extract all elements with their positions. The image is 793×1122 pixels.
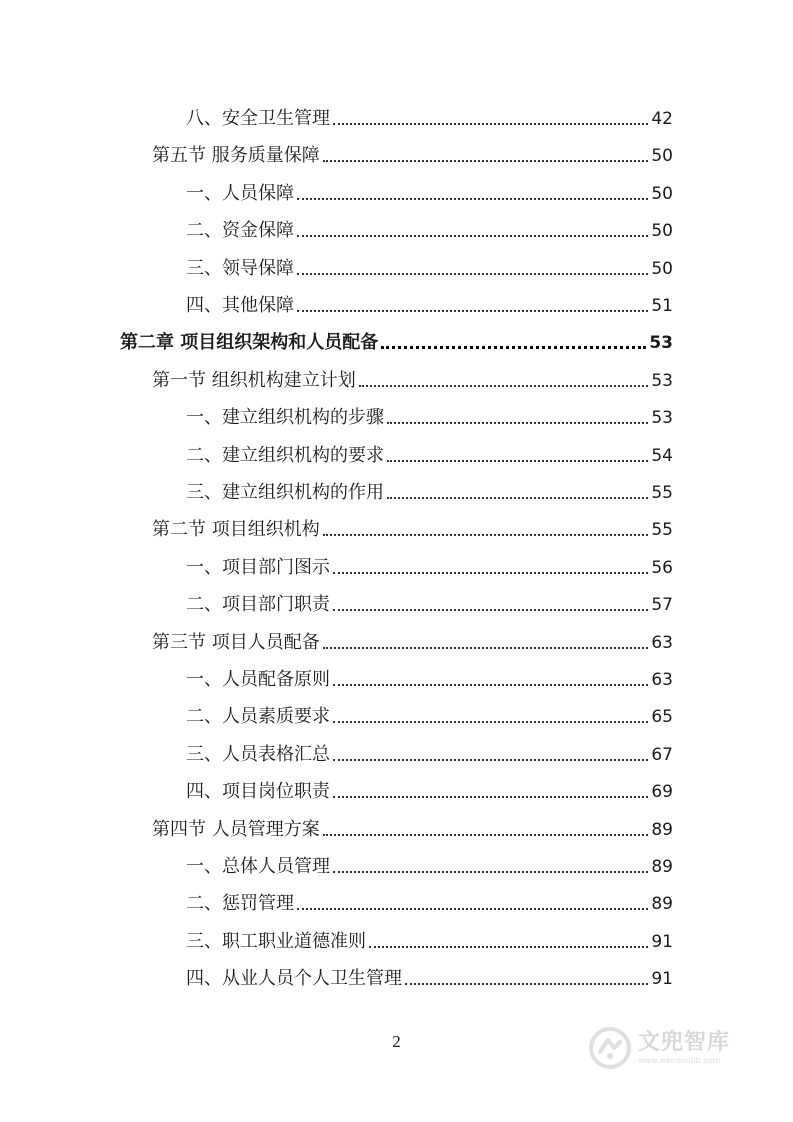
toc-leader-dots	[323, 647, 649, 649]
toc-entry-page: 89	[651, 894, 673, 915]
toc-entry-title: 第二章 项目组织架构和人员配备	[120, 332, 379, 354]
toc-entry-title: 二、人员素质要求	[186, 706, 330, 728]
toc-entry-page: 89	[651, 819, 673, 840]
watermark	[588, 1022, 778, 1074]
toc-entry[interactable]	[186, 399, 673, 429]
toc-entry-title: 三、职工职业道德准则	[186, 930, 366, 952]
toc-leader-dots	[297, 908, 648, 910]
toc-entry-title: 一、项目部门图示	[186, 556, 330, 578]
toc-entry[interactable]	[186, 885, 673, 915]
toc-entry-title: 二、项目部门职责	[186, 594, 330, 616]
toc-entry-title: 二、建立组织机构的要求	[186, 444, 384, 466]
toc-entry-title: 二、惩罚管理	[186, 893, 294, 915]
toc-leader-dots	[297, 273, 648, 275]
toc-entry-page: 53	[651, 370, 673, 391]
toc-entry-title: 第五节 服务质量保障	[152, 145, 320, 167]
toc-entry-page: 42	[651, 109, 673, 129]
toc-entry-page: 51	[651, 296, 673, 316]
toc-leader-dots	[297, 198, 648, 200]
toc-entry-page: 55	[651, 483, 673, 503]
toc-leader-dots	[333, 796, 648, 798]
toc-entry[interactable]	[186, 586, 673, 616]
toc-entry[interactable]	[186, 960, 673, 990]
toc-entry-page: 54	[651, 445, 673, 466]
toc-entry[interactable]	[186, 100, 673, 130]
watermark-url: www.wendoulib.com	[638, 1055, 721, 1065]
toc-entry[interactable]	[152, 511, 673, 541]
toc-entry[interactable]	[152, 137, 673, 167]
toc-entry-page: 67	[651, 744, 673, 765]
toc-entry[interactable]	[186, 250, 673, 280]
watermark-title: 文兜智库	[638, 1029, 731, 1055]
toc-leader-dots	[387, 422, 648, 424]
toc-entry-title: 一、建立组织机构的步骤	[186, 407, 384, 429]
page-number: 2	[392, 1032, 401, 1051]
toc-leader-dots	[333, 572, 648, 574]
toc-leader-dots	[323, 534, 649, 536]
toc-entry[interactable]	[120, 324, 673, 354]
toc-entry-page: 53	[651, 408, 673, 429]
toc-entry-title: 第二节 项目组织机构	[152, 519, 320, 541]
toc-entry-title: 第三节 项目人员配备	[152, 631, 320, 653]
toc-entry-title: 八、安全卫生管理	[186, 108, 330, 129]
toc-entry-title: 四、从业人员个人卫生管理	[186, 968, 402, 990]
toc-entry-title: 一、总体人员管理	[186, 856, 330, 877]
toc-leader-dots	[387, 497, 648, 499]
toc-leader-dots	[297, 235, 648, 237]
toc-entry[interactable]	[186, 175, 673, 205]
toc-entry-page: 91	[651, 931, 673, 952]
toc-leader-dots	[333, 123, 648, 125]
toc-leader-dots	[405, 983, 648, 985]
toc-leader-dots	[359, 385, 649, 387]
toc-leader-dots	[387, 460, 648, 462]
toc-entry-title: 三、领导保障	[186, 257, 294, 279]
toc-leader-dots	[333, 721, 648, 723]
toc-entry[interactable]	[186, 287, 673, 317]
toc-entry-page: 56	[651, 557, 673, 578]
toc-entry[interactable]	[186, 474, 673, 504]
toc-entry-title: 三、人员表格汇总	[186, 743, 330, 765]
toc-entry-title: 一、人员保障	[186, 182, 294, 204]
toc-entry-page: 53	[649, 333, 673, 354]
toc-entry[interactable]	[186, 736, 673, 766]
toc-entry-title: 第四节 人员管理方案	[152, 818, 320, 840]
toc-entry-title: 第一节 组织机构建立计划	[152, 369, 356, 391]
toc-entry-title: 三、建立组织机构的作用	[186, 482, 384, 503]
toc-entry-page: 50	[651, 258, 673, 279]
toc-leader-dots	[333, 609, 648, 611]
toc-entry-page: 91	[651, 969, 673, 990]
toc-entry-title: 一、人员配备原则	[186, 669, 330, 690]
toc-entry[interactable]	[186, 848, 673, 878]
toc-entry[interactable]	[152, 362, 673, 392]
toc-entry-page: 89	[651, 857, 673, 877]
toc-leader-dots	[333, 871, 648, 873]
toc-entry[interactable]	[152, 624, 673, 654]
toc-entry-page: 63	[651, 632, 673, 653]
toc-leader-dots	[323, 834, 649, 836]
toc-entry-page: 50	[651, 221, 673, 242]
toc-leader-dots	[381, 346, 646, 349]
toc-entry-page: 55	[651, 520, 673, 541]
toc-entry-title: 四、其他保障	[186, 295, 294, 316]
wendou-logo-icon	[588, 1026, 632, 1070]
toc-leader-dots	[297, 310, 648, 312]
toc-entry-page: 65	[651, 707, 673, 728]
toc-entry-title: 二、资金保障	[186, 220, 294, 242]
toc-leader-dots	[323, 160, 649, 162]
toc-entry-page: 69	[651, 782, 673, 803]
toc-entry-page: 50	[651, 183, 673, 204]
toc-entry[interactable]	[186, 773, 673, 803]
toc-entry[interactable]	[186, 698, 673, 728]
toc-entry-page: 63	[651, 670, 673, 690]
toc-entry-page: 57	[651, 595, 673, 616]
toc-entry[interactable]	[186, 923, 673, 953]
toc-entry[interactable]	[186, 549, 673, 579]
toc-entry-page: 50	[651, 146, 673, 167]
toc-entry[interactable]	[152, 811, 673, 841]
toc-entry[interactable]	[186, 212, 673, 242]
toc-leader-dots	[369, 946, 648, 948]
toc-leader-dots	[333, 759, 648, 761]
toc-entry[interactable]	[186, 661, 673, 691]
toc-entry[interactable]	[186, 437, 673, 467]
toc-entry-title: 四、项目岗位职责	[186, 781, 330, 803]
toc-leader-dots	[333, 684, 648, 686]
